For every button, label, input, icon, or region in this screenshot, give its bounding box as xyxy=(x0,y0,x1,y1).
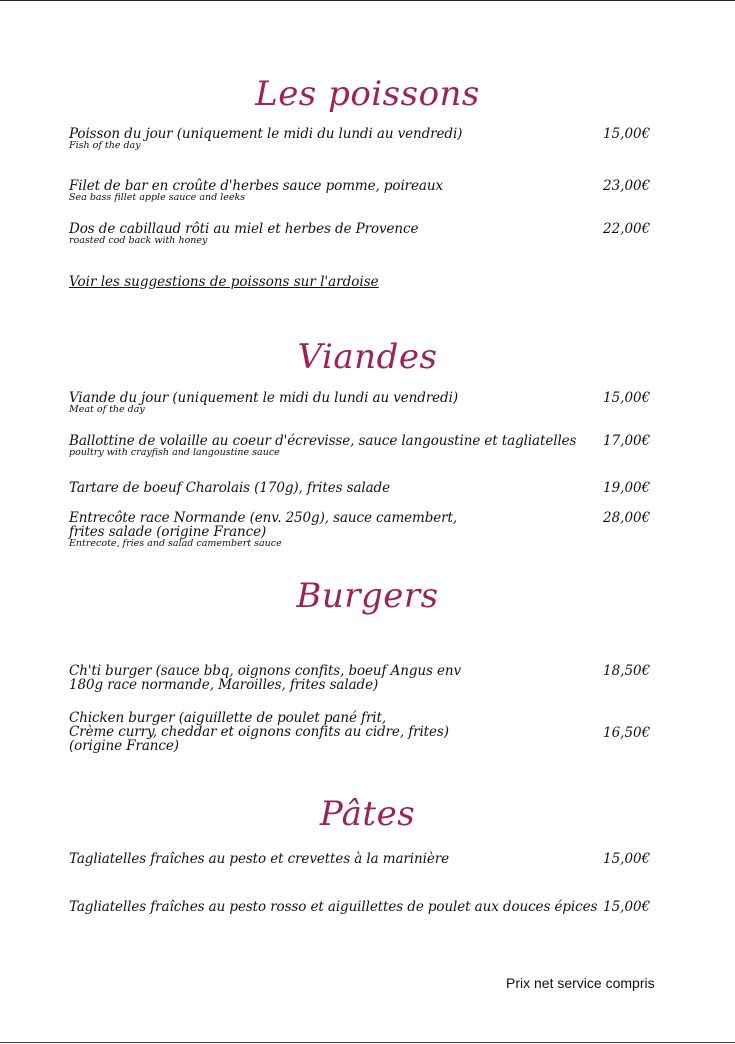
item-price: 28,00€ xyxy=(603,510,651,526)
item-price: 17,00€ xyxy=(603,433,651,449)
menu-item-tartare xyxy=(69,481,589,495)
item-name: Tagliatelles fraîches au pesto rosso et aiguillettes de poulet aux douces épices xyxy=(69,899,598,915)
item-translation: Sea bass fillet apple sauce and leeks xyxy=(69,192,246,203)
item-translation: Meat of the day xyxy=(69,404,145,415)
item-name: Entrecôte race Normande (env. 250g), sauce camembert, frites salade (origine France) xyxy=(69,510,458,540)
item-name: Viande du jour (uniquement le midi du lundi au vendredi) xyxy=(69,390,458,406)
item-name: Chicken burger (aiguillette de poulet pané frit, Crème curry, cheddar et oignons confits au cidre, frites) (origine France) xyxy=(69,710,449,754)
menu-item-chicken-burger xyxy=(69,711,589,753)
menu-item-cabillaud xyxy=(69,222,589,246)
footer-note: Prix net service compris xyxy=(506,975,655,991)
section-title-burgers: Burgers xyxy=(296,576,439,616)
menu-item-tagliatelles-poulet xyxy=(69,900,599,914)
menu-item-poisson-du-jour xyxy=(69,127,589,151)
item-name: Dos de cabillaud rôti au miel et herbes de Provence xyxy=(69,221,419,237)
ardoise-note: Voir les suggestions de poissons sur l'ardoise xyxy=(69,274,379,290)
item-translation: Fish of the day xyxy=(69,140,141,151)
item-price: 15,00€ xyxy=(603,126,651,142)
item-name: Filet de bar en croûte d'herbes sauce pomme, poireaux xyxy=(69,178,443,194)
menu-item-entrecote xyxy=(69,511,589,549)
item-price: 19,00€ xyxy=(603,480,651,496)
page-border-top xyxy=(0,0,735,1)
item-price: 15,00€ xyxy=(603,390,651,406)
item-price: 18,50€ xyxy=(603,663,651,679)
item-price: 15,00€ xyxy=(603,899,651,915)
item-translation: Entrecote, fries and salad camembert sauce xyxy=(69,538,282,549)
menu-item-chti-burger xyxy=(69,664,589,692)
menu-item-filet-de-bar xyxy=(69,179,589,203)
item-name: Tartare de boeuf Charolais (170g), frites salade xyxy=(69,480,390,496)
menu-item-ballottine xyxy=(69,434,599,458)
item-name: Tagliatelles fraîches au pesto et crevettes à la marinière xyxy=(69,851,449,867)
item-price: 22,00€ xyxy=(603,221,651,237)
menu-item-viande-du-jour xyxy=(69,391,589,415)
item-name: Poisson du jour (uniquement le midi du lundi au vendredi) xyxy=(69,126,463,142)
section-title-viandes: Viandes xyxy=(297,337,438,377)
item-name: Ch'ti burger (sauce bbq, oignons confits, boeuf Angus env 180g race normande, Maroilles, frites salade) xyxy=(69,663,462,693)
item-price: 15,00€ xyxy=(603,851,651,867)
item-price: 16,50€ xyxy=(603,725,651,741)
item-translation: roasted cod back with honey xyxy=(69,235,208,246)
page-border-bottom xyxy=(0,1042,735,1043)
item-translation: poultry with crayfish and langoustine sauce xyxy=(69,447,280,458)
item-price: 23,00€ xyxy=(603,178,651,194)
item-name: Ballottine de volaille au coeur d'écrevisse, sauce langoustine et tagliatelles xyxy=(69,433,577,449)
section-title-pates: Pâtes xyxy=(319,794,416,834)
section-title-poissons: Les poissons xyxy=(255,74,480,114)
menu-item-tagliatelles-crevettes xyxy=(69,852,589,866)
